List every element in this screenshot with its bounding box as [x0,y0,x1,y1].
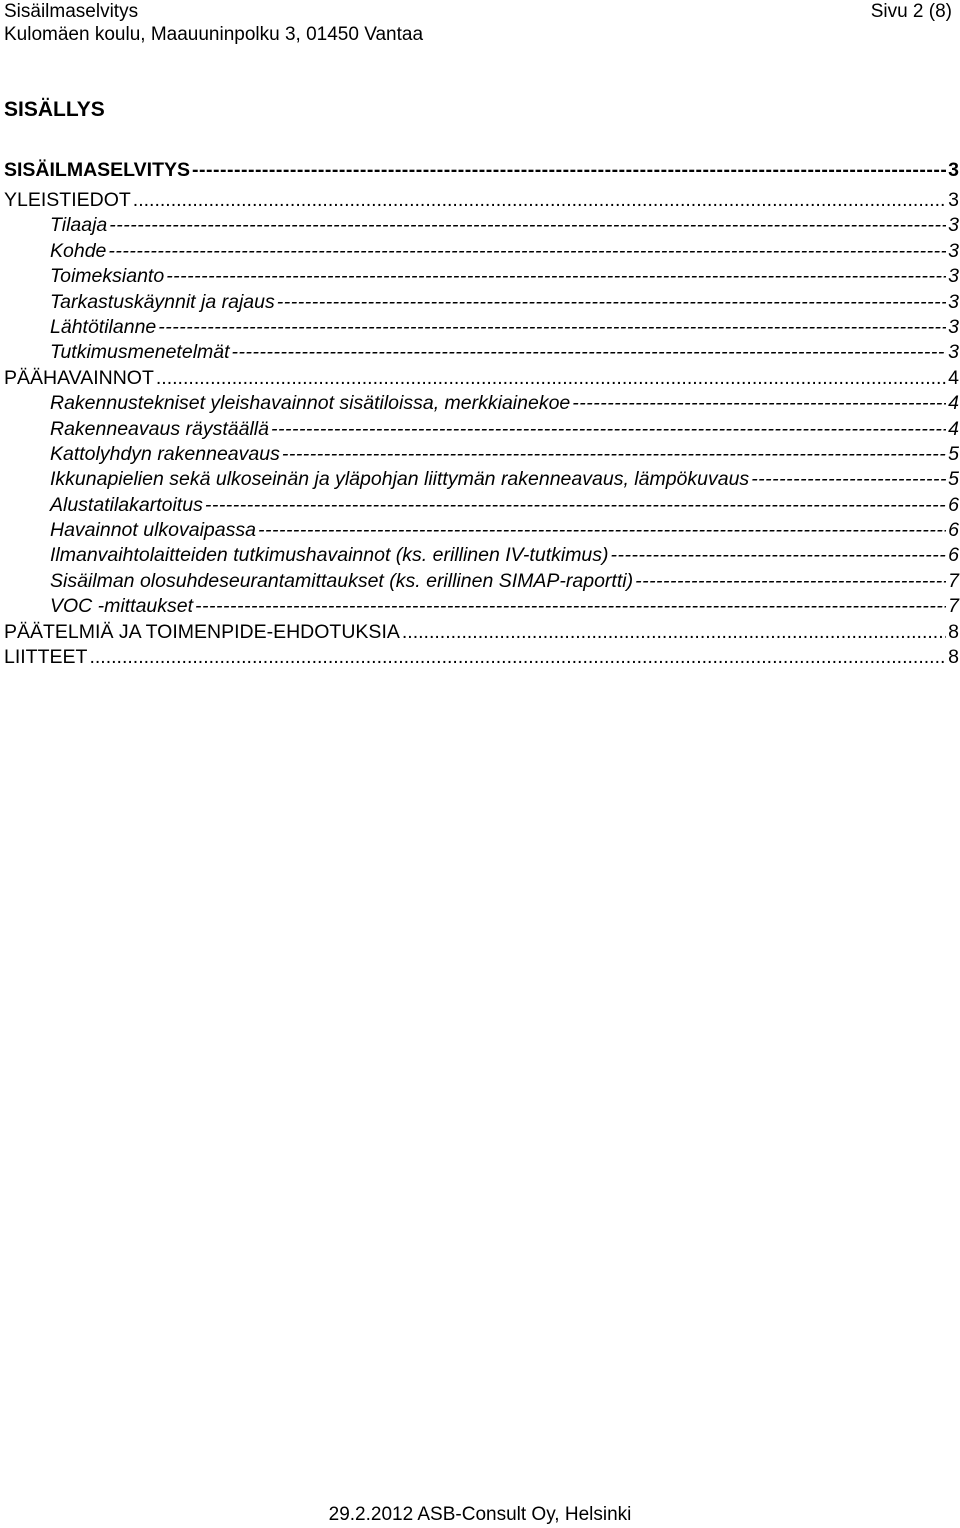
toc-entry-kattolyhdyn-rakenneavaus[interactable] [4,442,959,467]
toc-entry-title: Sisäilman olosuhdeseurantamittaukset (ks. erillinen SIMAP-raportti) [50,569,634,592]
page-number: Sivu 2 (8) [870,1,952,22]
toc-entry-voc-mittaukset[interactable] [4,594,959,619]
toc-leader [572,391,946,416]
toc-entry-page: 3 [948,315,959,338]
toc-entry-alustatilakartoitus[interactable] [4,493,959,518]
toc-leader [205,493,946,518]
toc-leader [108,239,946,264]
toc-entry-tarkastuskaynnit[interactable] [4,290,959,315]
toc-leader [192,158,946,183]
toc-leader [89,645,946,670]
toc-entry-lahtotilanne[interactable] [4,315,959,340]
toc-entry-title: LIITTEET [4,646,88,669]
table-of-contents [4,158,959,670]
toc-leader [166,264,946,289]
document-title: Sisäilmaselvitys [4,1,139,22]
toc-entry-rakennustekniset[interactable] [4,391,959,416]
toc-entry-title: PÄÄTELMIÄ JA TOIMENPIDE-EHDOTUKSIA [4,620,400,643]
toc-entry-title: Havainnot ulkovaipassa [50,519,256,542]
toc-entry-page: 6 [948,544,959,567]
toc-entry-page: 8 [948,646,959,669]
toc-entry-page: 7 [948,569,959,592]
toc-entry-page: 5 [948,468,959,491]
toc-leader [611,543,947,568]
toc-entry-tilaaja[interactable] [4,213,959,238]
toc-leader [271,417,946,442]
toc-entry-title: SISÄILMASELVITYS [4,159,190,181]
toc-entry-page: 6 [948,493,959,516]
toc-entry-sisailman-olosuhdeseuranta[interactable] [4,569,959,594]
toc-entry-ikkunapielien[interactable] [4,467,959,492]
toc-entry-liitteet[interactable] [4,645,959,670]
toc-entry-title: Toimeksianto [50,265,165,288]
toc-entry-title: Tutkimusmenetelmät [50,341,230,364]
toc-entry-title: Ilmanvaihtolaitteiden tutkimushavainnot (ks. erillinen IV-tutkimus) [50,544,609,567]
toc-entry-page: 3 [948,189,959,211]
toc-entry-page: 6 [948,519,959,542]
toc-entry-page: 3 [948,214,959,237]
toc-entry-paatelmia[interactable] [4,620,959,645]
toc-entry-title: PÄÄHAVAINNOT [4,366,154,389]
page-footer: 29.2.2012 ASB-Consult Oy, Helsinki [328,1504,632,1525]
toc-entry-ilmanvaihtolaitteiden[interactable] [4,543,959,568]
toc-entry-rakenneavaus-raystaalla[interactable] [4,417,959,442]
toc-leader [133,188,946,213]
toc-entry-title: Kattolyhdyn rakenneavaus [50,442,280,465]
toc-entry-kohde[interactable] [4,239,959,264]
toc-leader [258,518,946,543]
toc-entry-page: 3 [948,290,959,313]
toc-entry-paahavainnot[interactable] [4,366,959,391]
toc-heading: SISÄLLYS [4,98,105,121]
toc-entry-havainnot-ulkovaipassa[interactable] [4,518,959,543]
toc-entry-page: 3 [948,239,959,262]
toc-leader [232,340,947,365]
toc-entry-title: Tarkastuskäynnit ja rajaus [50,290,275,313]
toc-leader [156,366,946,391]
toc-leader [751,467,946,492]
toc-entry-title: VOC -mittaukset [50,595,194,618]
toc-entry-page: 8 [948,620,959,643]
toc-entry-title: Lähtötilanne [50,315,157,338]
toc-entry-sisailmaselvitys[interactable] [4,158,959,188]
toc-entry-page: 3 [948,341,959,364]
toc-entry-page: 4 [948,417,959,440]
toc-entry-title: Tilaaja [50,214,108,237]
toc-entry-toimeksianto[interactable] [4,264,959,289]
toc-leader [635,569,946,594]
document-address: Kulomäen koulu, Maauuninpolku 3, 01450 Vantaa [4,24,424,45]
toc-entry-page: 4 [948,392,959,415]
toc-entry-page: 3 [948,265,959,288]
toc-entry-page: 4 [948,366,959,389]
toc-entry-title: Rakenneavaus räystäällä [50,417,269,440]
toc-entry-yleistiedot[interactable] [4,188,959,213]
toc-entry-title: Rakennustekniset yleishavainnot sisätiloissa, merkkiainekoe [50,392,571,415]
toc-leader [282,442,946,467]
toc-entry-title: Ikkunapielien sekä ulkoseinän ja yläpohjan liittymän rakenneavaus, lämpökuvaus [50,468,750,491]
toc-entry-page: 5 [948,442,959,465]
toc-entry-page: 3 [948,159,959,181]
toc-leader [277,290,946,315]
toc-entry-title: Alustatilakartoitus [50,493,203,516]
toc-leader [158,315,946,340]
toc-entry-tutkimusmenetelmat[interactable] [4,340,959,365]
page-header [4,0,423,46]
toc-leader [109,213,946,238]
toc-leader [195,594,946,619]
toc-leader [402,620,946,645]
toc-entry-title: Kohde [50,239,107,262]
toc-entry-title: YLEISTIEDOT [4,189,131,211]
toc-entry-page: 7 [948,595,959,618]
